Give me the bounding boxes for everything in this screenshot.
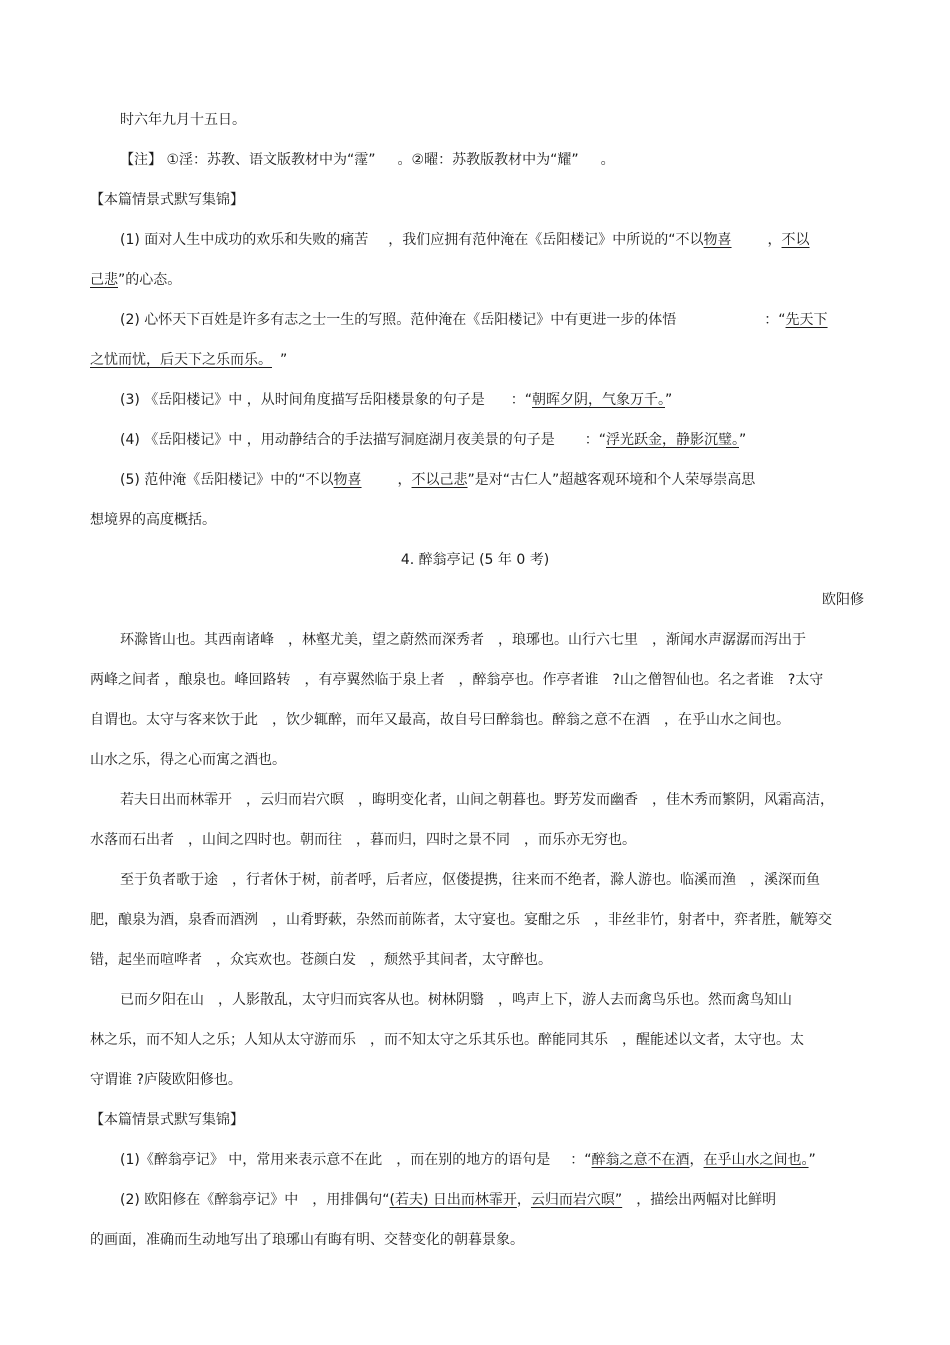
footnote-part: 。②曜：苏教版教材中为“耀” [397, 152, 579, 168]
question-text: ” [280, 352, 288, 368]
question-text: ：“ [584, 432, 606, 448]
question-4 [120, 430, 746, 450]
text-line: 至于负者歌于途 ，行者休于树，前者呼，后者应，伛偻提携，往来而不绝者，滁人游也。临溪而渔 ，溪深而鱼 [120, 872, 820, 888]
text-line: 已而夕阳在山 ，人影散乱，太守归而宾客从也。树林阴翳 ，鸣声上下，游人去而禽鸟乐也。然而禽鸟知山 [120, 992, 792, 1008]
question-text: (1) 面对人生中成功的欢乐和失败的痛苦 [120, 232, 369, 248]
question-text: ：“ [764, 312, 786, 328]
text-line: 守谓谁 ?庐陵欧阳修也。 [90, 1072, 242, 1088]
question-text: ” [739, 432, 747, 448]
question-2-cont [90, 350, 287, 370]
answer-text: 先天下 [785, 312, 828, 328]
question-1-cont [90, 270, 181, 290]
question-text: (1)《醉翁亭记》 中，常用来表示意不在此 ，而在别的地方的语句是 [120, 1152, 551, 1168]
question-text: ：“ [570, 1152, 592, 1168]
question-text: ， [689, 1152, 704, 1168]
answer-text: 不以己悲 [411, 472, 468, 488]
question-text: ，描绘出两幅对比鲜明 [636, 1192, 777, 1208]
question-1 [120, 230, 810, 250]
question-text: (5) 范仲淹《岳阳楼记》中的“不以 [120, 472, 334, 488]
answer-text: 物喜 [333, 472, 362, 488]
answer-text: 不以 [781, 232, 810, 248]
question-text: (4) 《岳阳楼记》中 ，用动静结合的手法描写洞庭湖月夜美景的句子是 [120, 432, 555, 448]
question-text: (3) 《岳阳楼记》中 ，从时间角度描写岳阳楼景象的句子是 [120, 392, 485, 408]
answer-text: 物喜 [703, 232, 732, 248]
question-text: ， [767, 232, 782, 248]
paragraph-date: 时六年九月十五日。 [120, 112, 246, 128]
question-5-cont: 想境界的高度概括。 [90, 512, 216, 528]
question-text: ” [808, 1152, 816, 1168]
review-question-2-cont: 的画面，准确而生动地写出了琅琊山有晦有明、交替变化的朝暮景象。 [90, 1232, 524, 1248]
question-text: (2) 心怀天下百姓是许多有志之士一生的写照。范仲淹在《岳阳楼记》中有更进一步的体悟 [120, 312, 677, 328]
answer-text: (若夫) 日出而林霏开 [389, 1192, 517, 1208]
answer-text: 己悲 [90, 272, 118, 288]
question-text: ， [397, 472, 412, 488]
review-question-2 [120, 1190, 776, 1210]
answer-text: 朝晖夕阴，气象万千。 [532, 392, 665, 408]
text-line: 环滁皆山也。其西南诸峰 ，林壑尤美，望之蔚然而深秀者 ，琅琊也。山行六七里 ，渐闻水声潺潺而泻出于 [120, 632, 806, 648]
footnote-part: 【注】 ①淫：苏教、语文版教材中为“霪” [120, 152, 376, 168]
question-text: ” [665, 392, 673, 408]
question-3 [120, 390, 672, 410]
text-line: 错，起坐而喧哗者 ，众宾欢也。苍颜白发 ，颓然乎其间者，太守醉也。 [90, 952, 552, 968]
question-text: ”是对“古仁人”超越客观环境和个人荣辱崇高思 [467, 472, 756, 488]
question-text: ：“ [510, 392, 532, 408]
text-line: 山水之乐，得之心而寓之酒也。 [90, 752, 286, 768]
text-line: 肥，酿泉为酒，泉香而酒洌 ，山肴野蔌，杂然而前陈者，太守宴也。宴酣之乐 ，非丝非竹，射者中，弈者胜，觥筹交 [90, 912, 832, 928]
answer-text: 浮光跃金，静影沉璧。 [606, 432, 739, 448]
text-line: 自谓也。太守与客来饮于此 ，饮少辄醉，而年又最高，故自号曰醉翁也。醉翁之意不在酒 ，在乎山水之间也。 [90, 712, 790, 728]
answer-text: 在乎山水之间也。 [703, 1152, 809, 1168]
question-text: ”的心态。 [118, 272, 182, 288]
section-header: 【本篇情景式默写集锦】 [90, 1112, 244, 1128]
review-question-1 [120, 1150, 816, 1170]
section-header: 【本篇情景式默写集锦】 [90, 192, 244, 208]
question-2 [120, 310, 828, 330]
article-author: 欧阳修 [822, 592, 864, 608]
question-text: ，我们应拥有范仲淹在《岳阳楼记》中所说的“不以 [388, 232, 704, 248]
question-text: ， [516, 1192, 531, 1208]
text-line: 两峰之间者 ，酿泉也。峰回路转 ，有亭翼然临于泉上者 ，醉翁亭也。作亭者谁 ?山之僧智仙也。名之者谁 ?太守 [90, 672, 824, 688]
article-title: 4. 醉翁亭记 (5 年 0 考) [400, 552, 550, 568]
answer-text: 醉翁之意不在酒 [591, 1152, 690, 1168]
question-text: (2) 欧阳修在《醉翁亭记》中 ，用排偶句“ [120, 1192, 390, 1208]
answer-text: 之忧而忧，后天下之乐而乐。 [90, 352, 272, 368]
text-line: 水落而石出者 ，山间之四时也。朝而往 ，暮而归，四时之景不同 ，而乐亦无穷也。 [90, 832, 636, 848]
question-5 [120, 470, 755, 490]
footnote [120, 150, 615, 170]
footnote-part: 。 [600, 152, 615, 168]
text-line: 林之乐，而不知人之乐；人知从太守游而乐 ，而不知太守之乐其乐也。醉能同其乐 ，醒能述以文者，太守也。太 [90, 1032, 804, 1048]
text-line: 若夫日出而林霏开 ，云归而岩穴暝 ，晦明变化者，山间之朝暮也。野芳发而幽香 ，佳木秀而繁阴，风霜高洁， [120, 792, 834, 808]
answer-text: 云归而岩穴暝” [530, 1192, 623, 1208]
